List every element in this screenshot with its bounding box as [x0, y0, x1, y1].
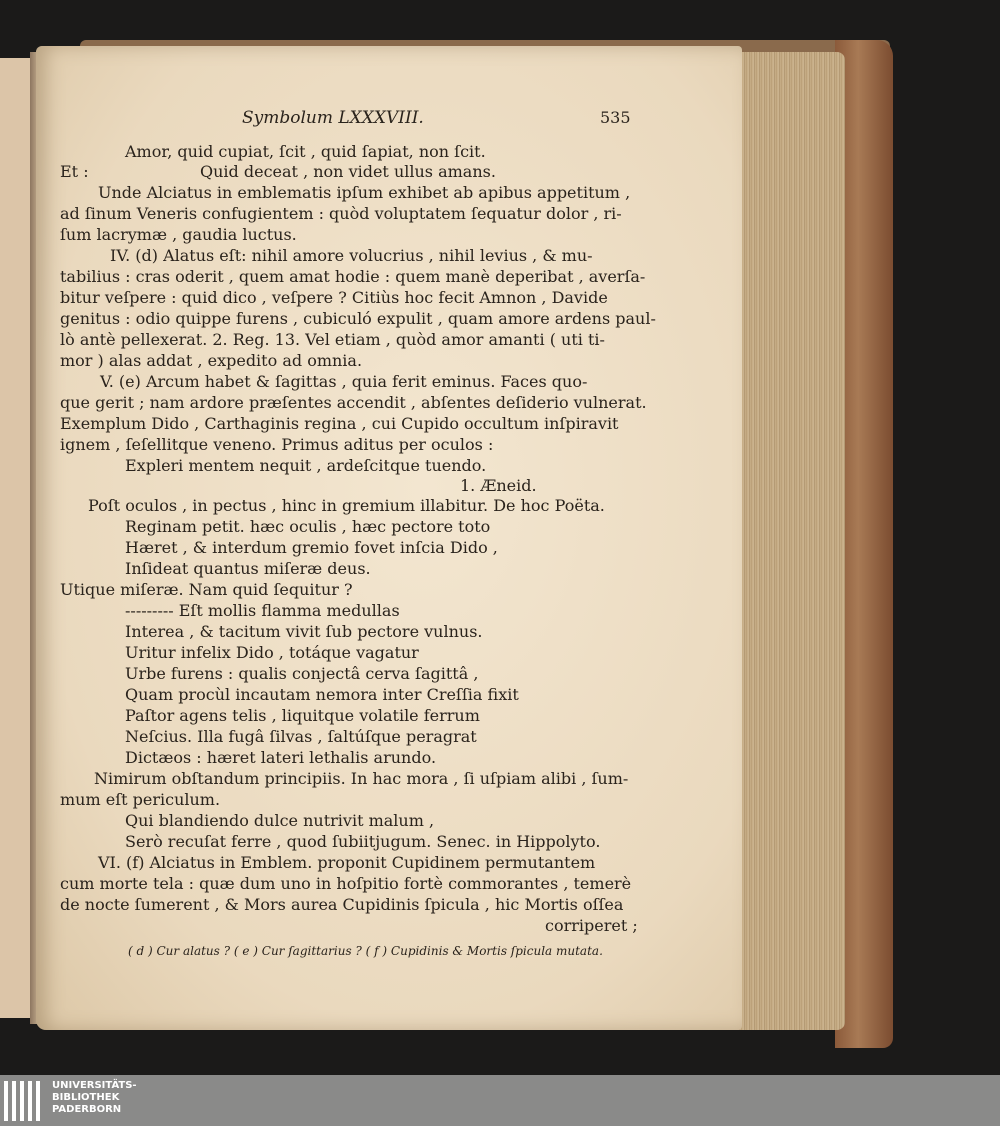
text-line: de nocte ſumerent , & Mors aurea Cupidinis ſpicula , hic Mortis oſſea	[60, 895, 624, 914]
library-footer	[0, 1075, 1000, 1126]
text-line: 1. Æneid.	[460, 476, 537, 495]
text-line: Unde Alciatus in emblematis ipſum exhibet ab apibus appetitum ,	[98, 183, 631, 202]
text-line: Et :	[60, 162, 89, 181]
text-line: Interea , & tacitum vivit ſub pectore vulnus.	[125, 622, 483, 641]
text-line: Utique miſeræ. Nam quid ſequitur ?	[60, 580, 353, 599]
text-line: Inſideat quantus miſeræ deus.	[125, 559, 371, 578]
logo-line-2: BIBLIOTHEK	[52, 1092, 120, 1103]
text-line: IV. (d) Alatus eſt: nihil amore volucrius , nihil levius , & mu-	[110, 246, 593, 265]
text-line: Poſt oculos , in pectus , hinc in gremium illabitur. De hoc Poëta.	[88, 496, 605, 515]
text-line: Nimirum obſtandum principiis. In hac mora , ſi uſpiam alibi , ſum-	[94, 769, 629, 788]
text-line: Serò recuſat ferre , quod ſubiitjugum. Senec. in Hippolyto.	[125, 832, 601, 851]
text-line: ignem , ſeſellitque veneno. Primus aditus per oculos :	[60, 435, 494, 454]
text-line: Qui blandiendo dulce nutrivit malum ,	[125, 811, 435, 830]
text-line: genitus : odio quippe furens , cubiculó expulit , quam amore ardens paul-	[60, 309, 656, 328]
text-line: V. (e) Arcum habet & ſagittas , quia ferit eminus. Faces quo-	[100, 372, 588, 391]
text-line: Neſcius. Illa fugâ ſilvas , ſaltúſque peragrat	[125, 727, 477, 746]
text-line: Exemplum Dido , Carthaginis regina , cui Cupido occultum inſpiravit	[60, 414, 619, 433]
text-line: Uritur infelix Dido , totáque vagatur	[125, 643, 419, 662]
logo-line-3: PADERBORN	[52, 1104, 122, 1115]
text-line: lò antè pellexerat. 2. Reg. 13. Vel etiam , quòd amor amanti ( uti ti-	[60, 330, 605, 349]
running-title: Symbolum LXXXVIII.	[242, 108, 424, 128]
text-line: Hæret , & interdum gremio fovet inſcia Dido ,	[125, 538, 498, 557]
text-line: VI. (f) Alciatus in Emblem. proponit Cupidinem permutantem	[98, 853, 596, 872]
text-line: tabilius : cras oderit , quem amat hodie : quem manè deperibat , averſa-	[60, 267, 646, 286]
text-line: Amor, quid cupiat, ſcit , quid ſapiat, non ſcit.	[125, 142, 486, 161]
text-line: --------- Eſt mollis flamma medullas	[125, 601, 400, 620]
logo-line-1: UNIVERSITÄTS-	[52, 1080, 137, 1091]
text-line: que gerit ; nam ardore præſentes accendit , abſentes deſiderio vulnerat.	[60, 393, 647, 412]
text-line: ad ſinum Veneris confugientem : quòd voluptatem ſequatur dolor , ri-	[60, 204, 622, 223]
text-line: Urbe furens : qualis conjectâ cerva ſagittâ ,	[125, 664, 479, 683]
footnote: ( d ) Cur alatus ? ( e ) Cur ſagittarius ? ( f ) Cupidinis & Mortis ſpicula mutata.	[128, 944, 603, 958]
library-logo-text	[52, 1080, 137, 1116]
text-line: Expleri mentem nequit , ardeſcitque tuendo.	[125, 456, 487, 475]
text-line: Paſtor agens telis , liquitque volatile ferrum	[125, 706, 480, 725]
library-logo-icon	[4, 1081, 44, 1121]
text-line: Quam procùl incautam nemora inter Creſſia fixit	[125, 685, 519, 704]
page-number: 535	[600, 108, 631, 127]
text-line: corriperet ;	[545, 916, 638, 935]
text-line: mum eſt periculum.	[60, 790, 221, 809]
text-line: Reginam petit. hæc oculis , hæc pectore toto	[125, 517, 491, 536]
text-line: cum morte tela : quæ dum uno in hoſpitio fortè commorantes , temerè	[60, 874, 632, 893]
text-line: mor ) alas addat , expedito ad omnia.	[60, 351, 363, 370]
text-line: bitur veſpere : quid dico , veſpere ? Citiùs hoc fecit Amnon , Davide	[60, 288, 608, 307]
text-line: ſum lacrymæ , gaudia luctus.	[60, 225, 297, 244]
text-line: Dictæos : hæret lateri lethalis arundo.	[125, 748, 437, 767]
text-line: Quid deceat , non videt ullus amans.	[200, 162, 496, 181]
